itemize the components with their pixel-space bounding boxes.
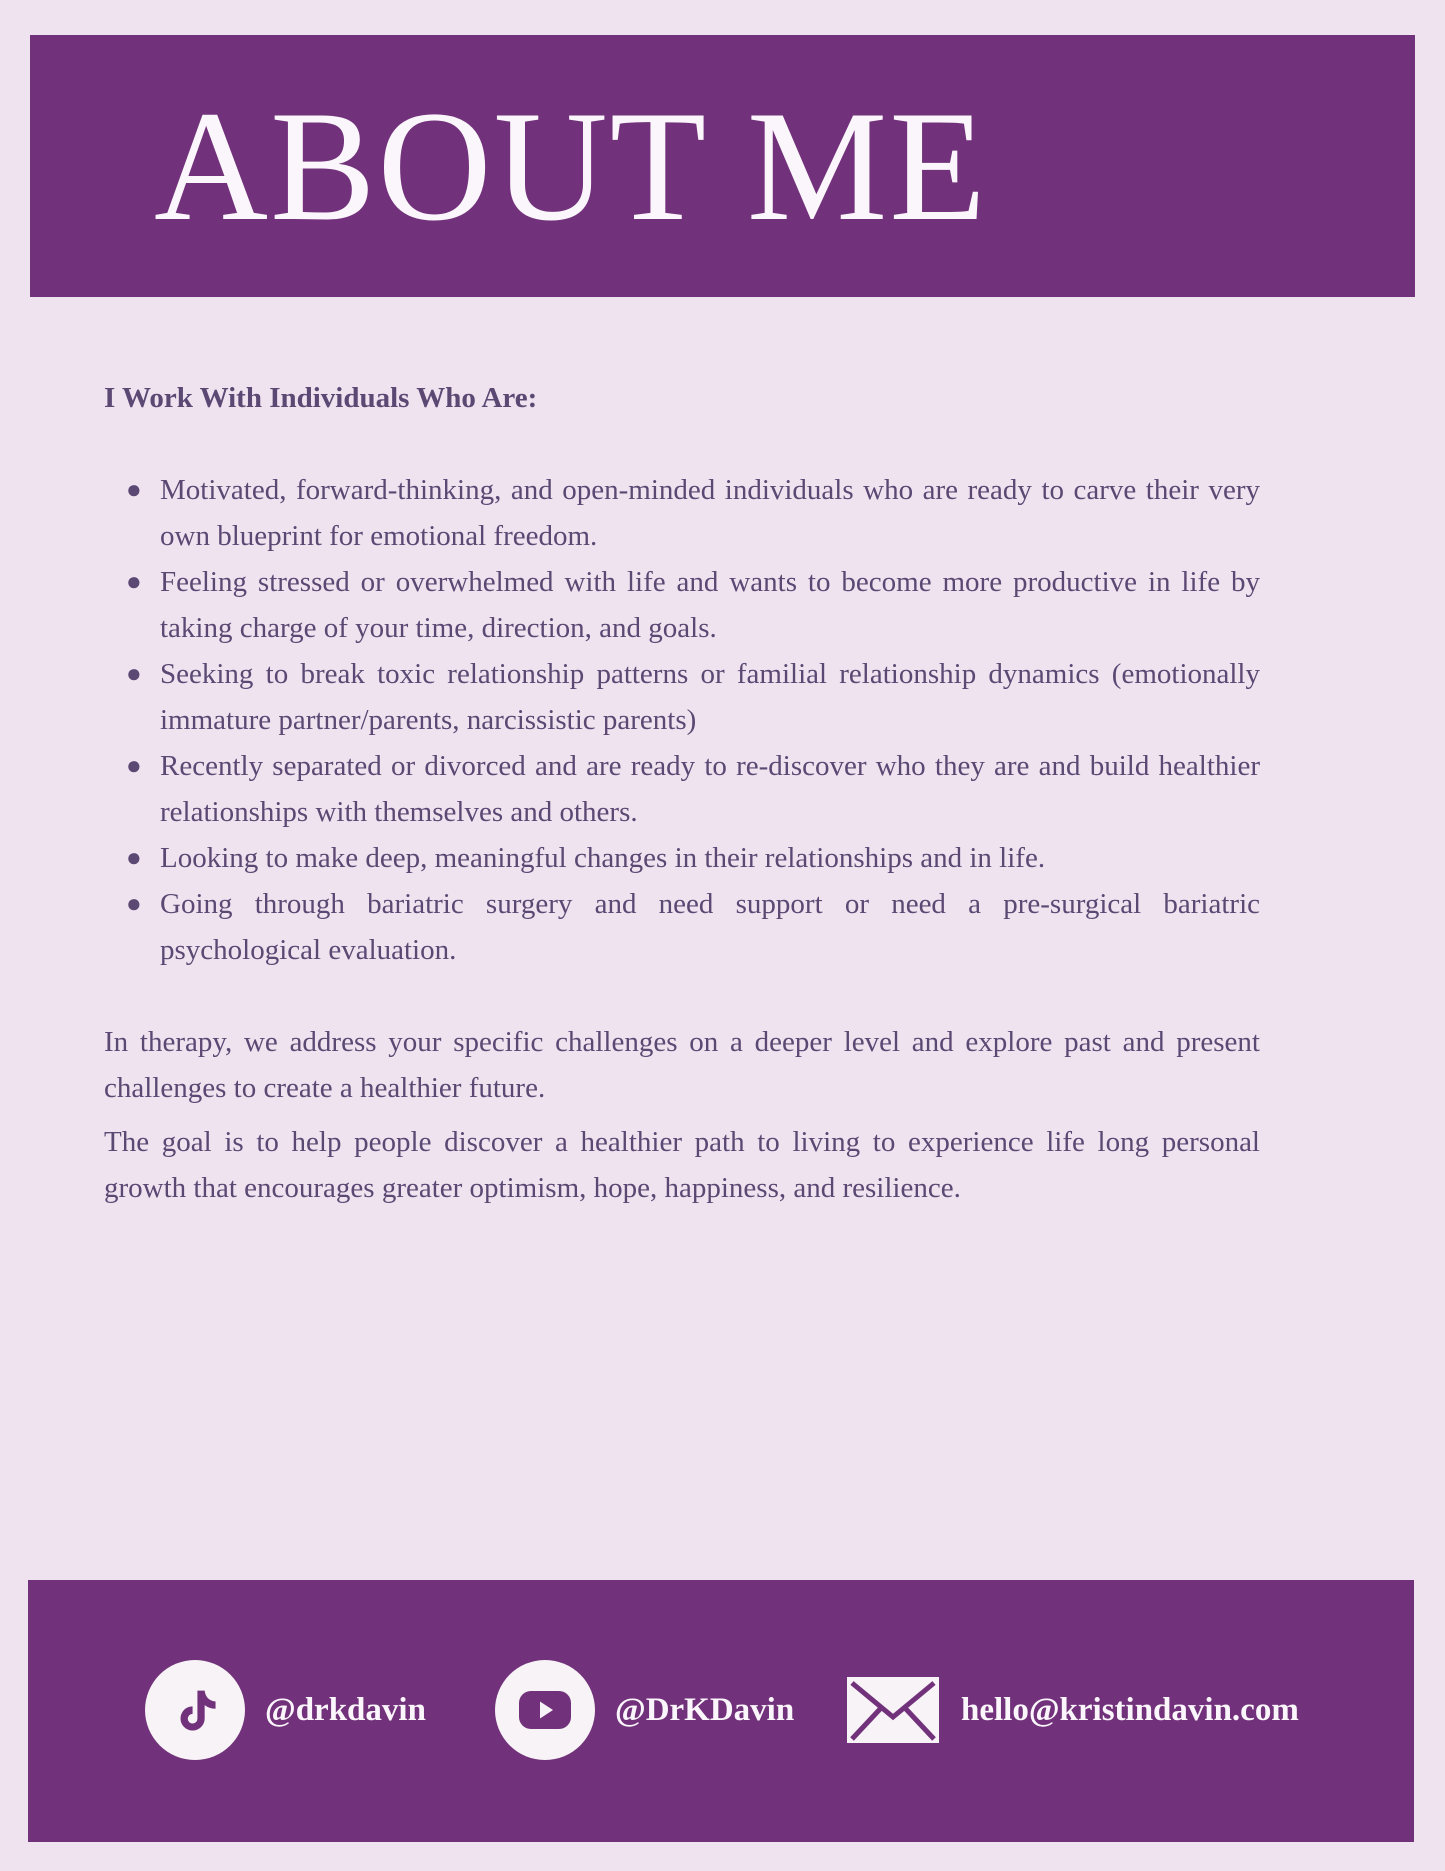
list-item bbox=[126, 651, 1260, 743]
page-title: ABOUT ME bbox=[154, 79, 988, 254]
goal-paragraph: The goal is to help people discover a healthier path to living to experience life long personal growth that encourages greater optimism, hope, happiness, and resilience. bbox=[104, 1126, 1260, 1204]
list-item-text: Seeking to break toxic relationship patterns or familial relationship dynamics (emotionally immature partner/parents, narcissistic parents) bbox=[160, 658, 1260, 736]
therapy-paragraph: In therapy, we address your specific challenges on a deeper level and explore past and present challenges to create a healthier future. bbox=[104, 1026, 1260, 1104]
bullet-icon: ● bbox=[126, 475, 142, 504]
tiktok-link[interactable] bbox=[145, 1660, 426, 1760]
list-item bbox=[126, 743, 1260, 835]
list-item-text: Recently separated or divorced and are ready to re-discover who they are and build healthier relationships with themselves and others. bbox=[160, 750, 1260, 828]
bullet-icon: ● bbox=[126, 751, 142, 780]
tiktok-handle: @drkdavin bbox=[265, 1691, 426, 1728]
list-item bbox=[126, 467, 1260, 559]
youtube-handle: @DrKDavin bbox=[615, 1691, 795, 1728]
tiktok-icon bbox=[145, 1660, 245, 1760]
list-item-text: Feeling stressed or overwhelmed with life and wants to become more productive in life by taking charge of your time, direction, and goals. bbox=[160, 566, 1260, 644]
email-link[interactable] bbox=[847, 1660, 1299, 1760]
main-content bbox=[104, 378, 1260, 1211]
envelope-icon bbox=[847, 1677, 939, 1743]
youtube-link[interactable] bbox=[495, 1660, 794, 1760]
criteria-list bbox=[104, 467, 1260, 973]
youtube-icon bbox=[495, 1660, 595, 1760]
bullet-icon: ● bbox=[126, 567, 142, 596]
list-item-text: Looking to make deep, meaningful changes in their relationships and in life. bbox=[160, 842, 1046, 874]
bullet-icon: ● bbox=[126, 843, 142, 872]
list-item-text: Going through bariatric surgery and need support or need a pre-surgical bariatric psychological evaluation. bbox=[160, 888, 1260, 966]
section-heading: I Work With Individuals Who Are: bbox=[104, 382, 538, 414]
list-item bbox=[126, 559, 1260, 651]
list-item-text: Motivated, forward-thinking, and open-minded individuals who are ready to carve their very own blueprint for emotional freedom. bbox=[160, 474, 1260, 552]
list-item bbox=[126, 835, 1260, 881]
bullet-icon: ● bbox=[126, 659, 142, 688]
list-item bbox=[126, 881, 1260, 973]
bullet-icon: ● bbox=[126, 889, 142, 918]
email-address: hello@kristindavin.com bbox=[961, 1691, 1299, 1728]
